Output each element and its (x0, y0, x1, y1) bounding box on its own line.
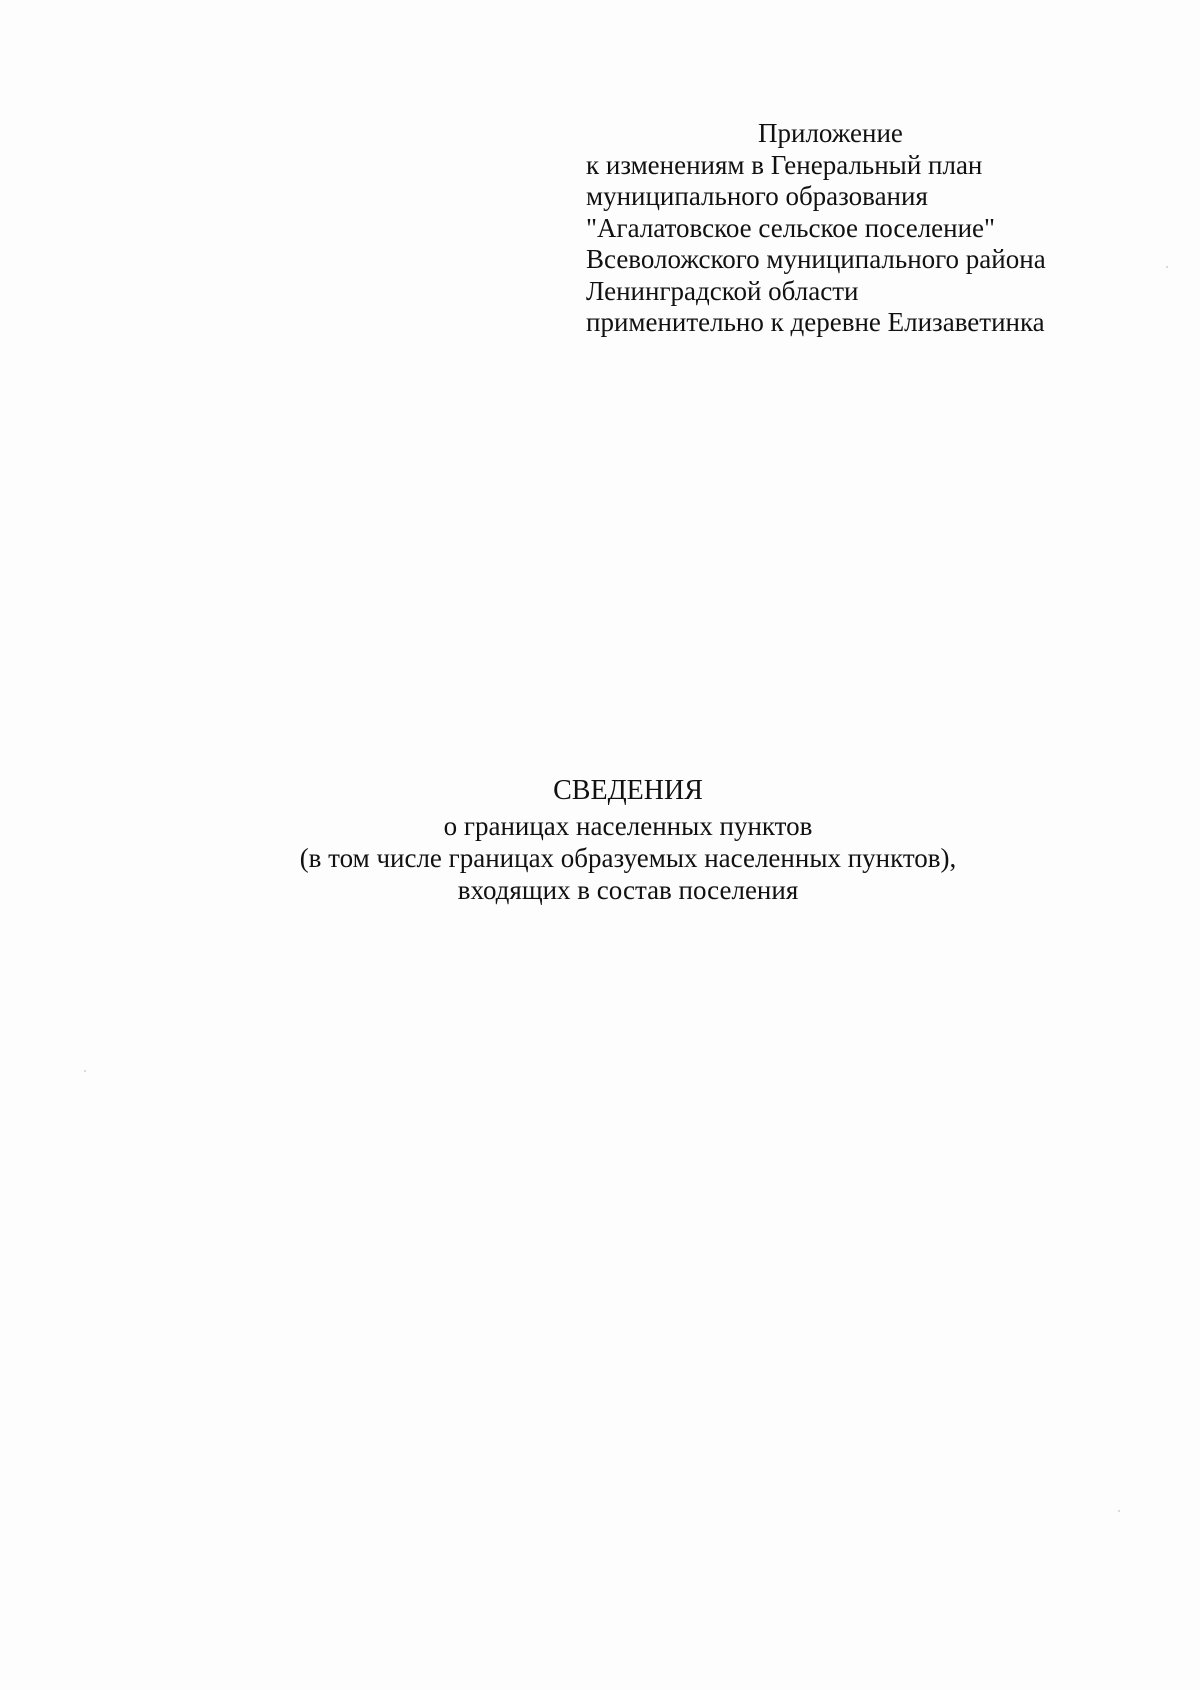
appendix-line: Ленинградской области (586, 275, 859, 306)
appendix-line: "Агалатовское сельское поселение" (586, 212, 996, 243)
appendix-line: муниципального образования (586, 181, 928, 211)
appendix-title: Приложение (758, 118, 903, 148)
info-title: СВЕДЕНИЯ (553, 775, 703, 806)
scan-speck (1166, 266, 1168, 268)
info-subtitle-line: входящих в состав поселения (457, 875, 799, 905)
appendix-line: применительно к деревне Елизаветинка (586, 307, 1045, 337)
info-section (0, 772, 1200, 906)
appendix-header (586, 118, 1106, 339)
scan-speck (1118, 1510, 1120, 1512)
info-subtitle-line: о границах населенных пунктов (443, 811, 813, 841)
appendix-line: Всеволожского муниципального района (586, 244, 1046, 274)
info-subtitle-line: (в том числе границах образуемых населенных пунктов), (299, 843, 957, 873)
appendix-line: к изменениям в Генеральный план (586, 149, 983, 180)
scan-speck (84, 1070, 86, 1072)
